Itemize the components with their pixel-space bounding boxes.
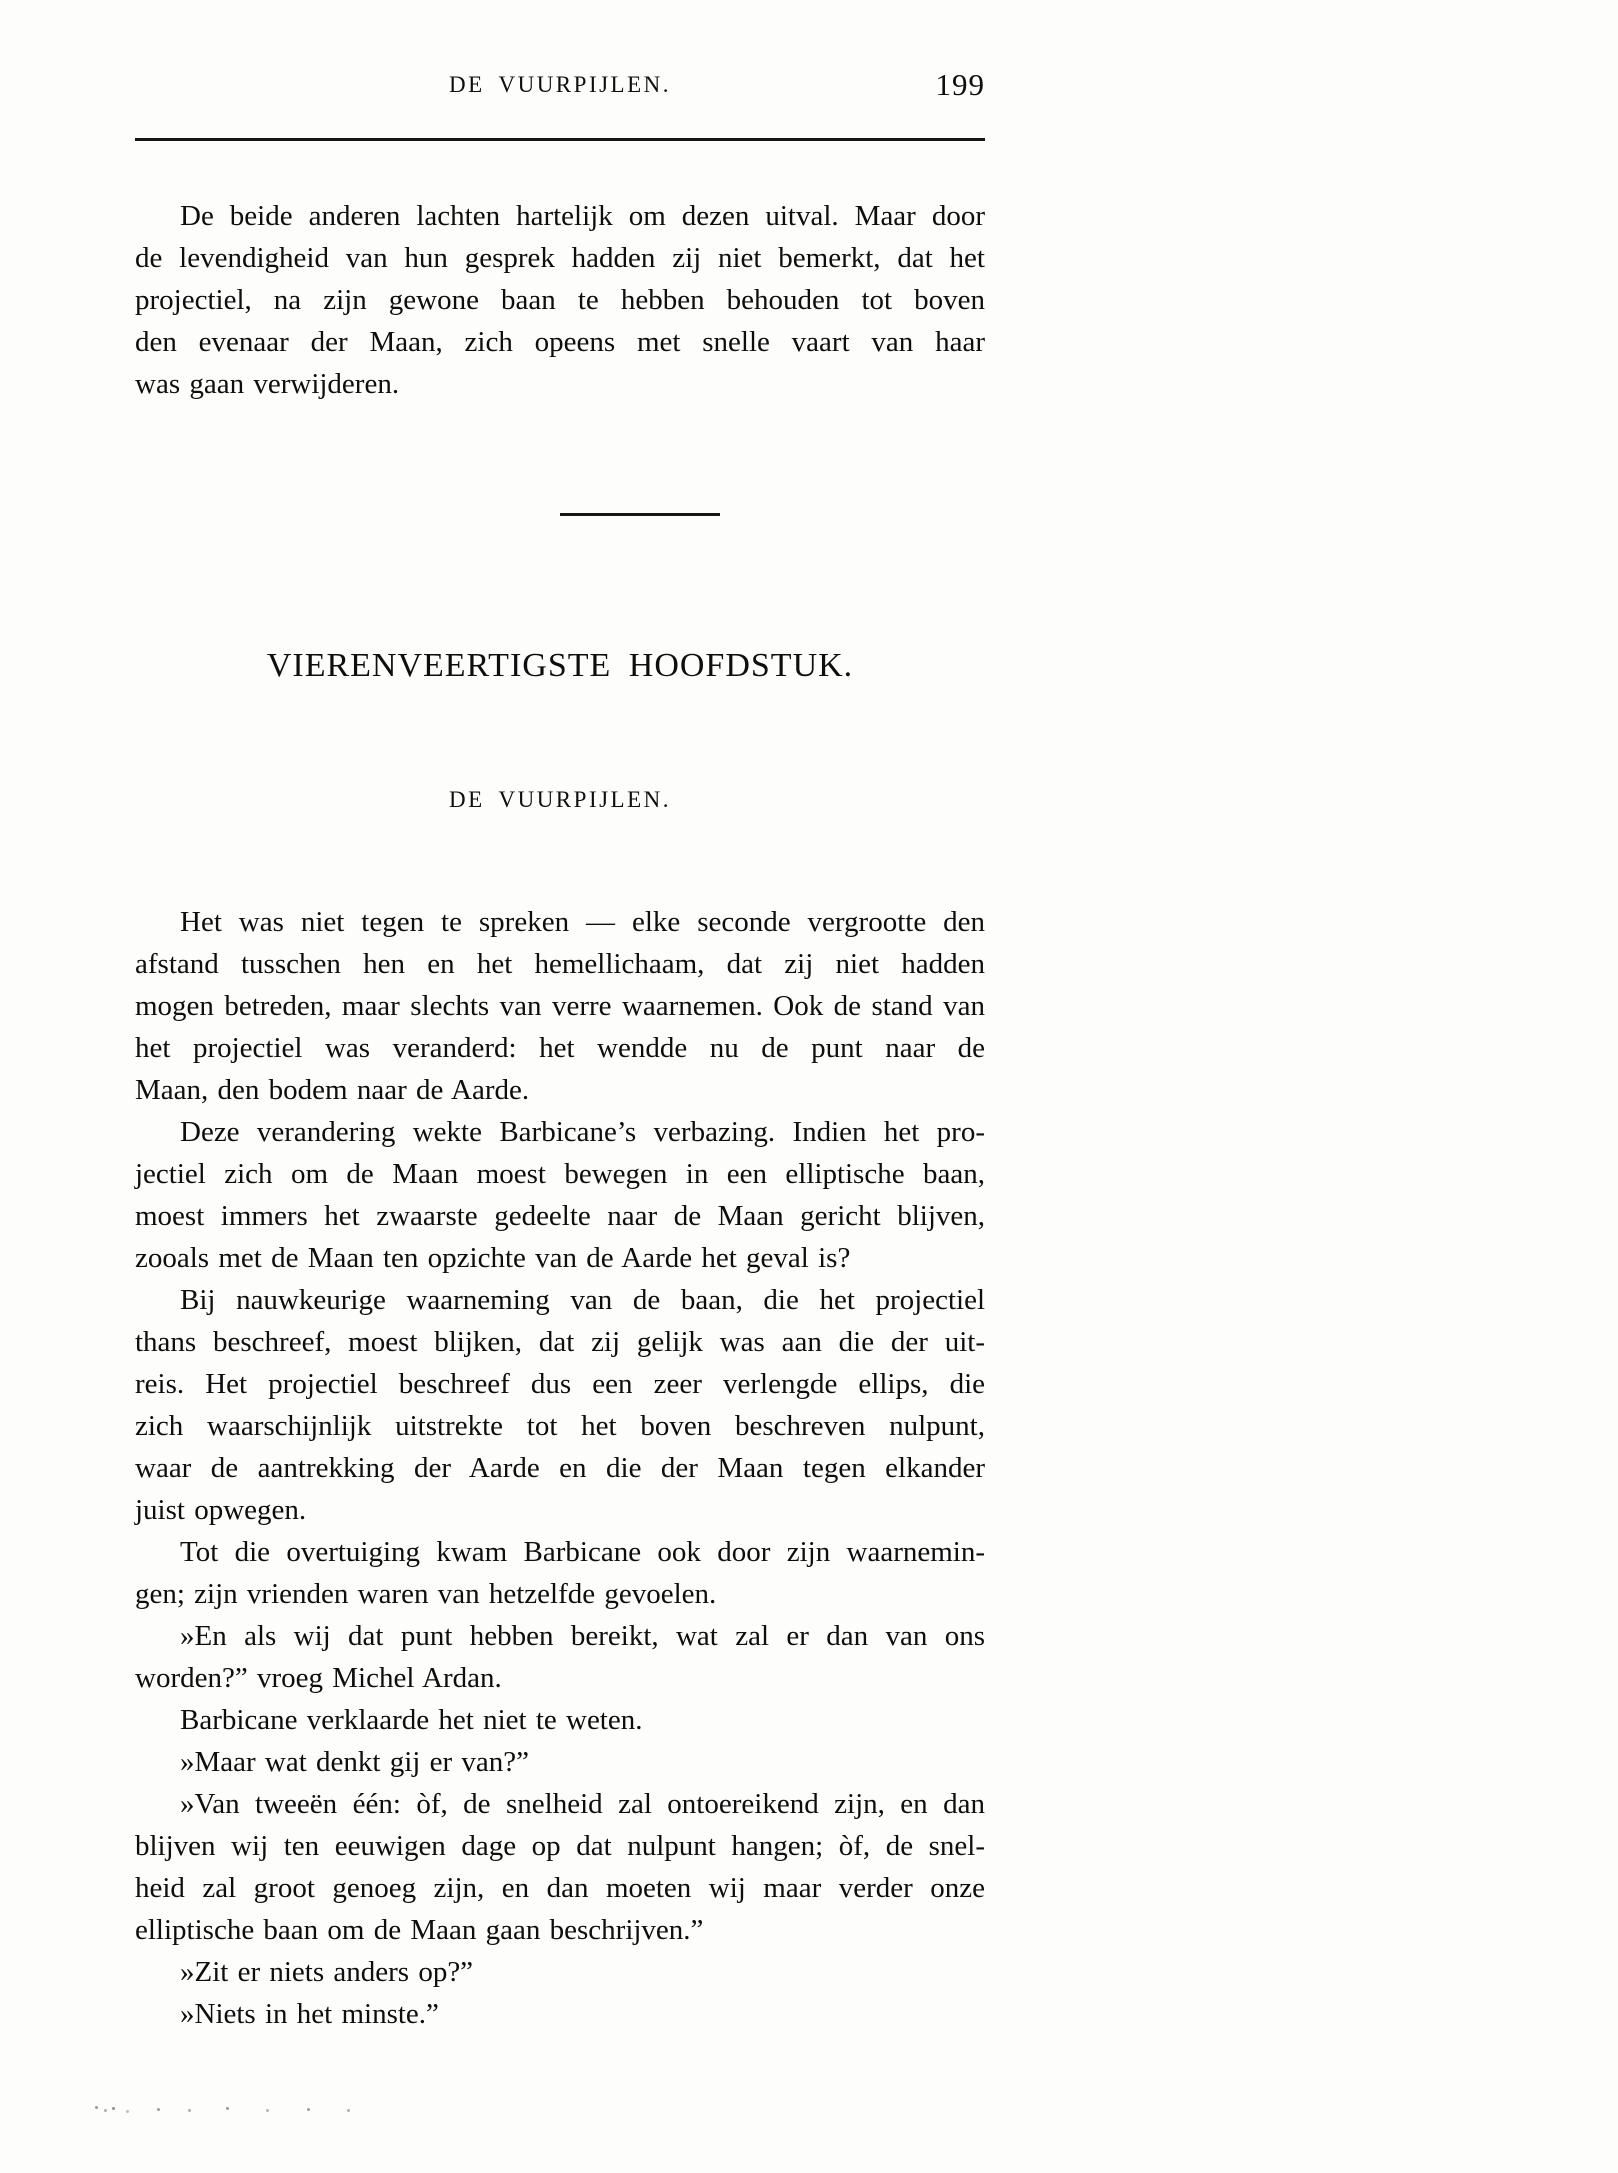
text-line: het projectiel was veranderd: het wendde nu de punt naar de (135, 1032, 985, 1064)
scan-noise (95, 2106, 98, 2109)
paragraph (135, 1951, 985, 1993)
text-line: elliptische baan om de Maan gaan beschrijven.” (135, 1914, 704, 1946)
text-line: »En als wij dat punt hebben bereikt, wat zal er dan van ons (180, 1620, 985, 1652)
text-line: zooals met de Maan ten opzichte van de Aarde het geval is? (135, 1242, 851, 1274)
chapter-heading: VIERENVEERTIGSTE HOOFDSTUK. (266, 647, 854, 684)
body-text (135, 901, 985, 2035)
text-line: »Zit er niets anders op?” (180, 1956, 474, 1988)
text-line: Maan, den bodem naar de Aarde. (135, 1074, 530, 1106)
text-line: Deze verandering wekte Barbicane’s verbazing. Indien het pro- (180, 1116, 985, 1148)
text-line: de levendigheid van hun gesprek hadden zij niet bemerkt, dat het (135, 242, 985, 274)
paragraph (135, 901, 985, 1111)
text-line: den evenaar der Maan, zich opeens met snelle vaart van haar (135, 326, 985, 358)
paragraph (135, 1783, 985, 1951)
text-line: heid zal groot genoeg zijn, en dan moeten wij maar verder onze (135, 1872, 985, 1904)
paragraph (135, 1993, 985, 2035)
text-line: worden?” vroeg Michel Ardan. (135, 1662, 502, 1694)
text-line: mogen betreden, maar slechts van verre waarnemen. Ook de stand van (135, 990, 985, 1022)
paragraph (135, 1699, 985, 1741)
text-line: projectiel, na zijn gewone baan te hebben behouden tot boven (135, 284, 985, 316)
text-line: »Van tweeën één: òf, de snelheid zal ontoereikend zijn, en dan (180, 1788, 985, 1820)
text-line: thans beschreef, moest blijken, dat zij gelijk was aan die der uit- (135, 1326, 985, 1358)
text-line: Tot die overtuiging kwam Barbicane ook door zijn waarnemin- (180, 1536, 985, 1568)
text-line: juist opwegen. (135, 1494, 307, 1526)
text-line: Barbicane verklaarde het niet te weten. (180, 1704, 643, 1736)
page-number: 199 (935, 67, 985, 102)
text-line: was gaan verwijderen. (135, 368, 400, 400)
text-line: zich waarschijnlijk uitstrekte tot het boven beschreven nulpunt, (135, 1410, 985, 1442)
text-line: »Maar wat denkt gij er van?” (180, 1746, 529, 1778)
section-divider (560, 513, 720, 516)
paragraph (135, 1279, 985, 1531)
text-line: gen; zijn vrienden waren van hetzelfde gevoelen. (135, 1578, 717, 1610)
paragraph (135, 1111, 985, 1279)
paragraph (135, 1615, 985, 1699)
text-line: blijven wij ten eeuwigen dage op dat nulpunt hangen; òf, de snel- (135, 1830, 985, 1862)
text-line: Het was niet tegen te spreken — elke seconde vergrootte den (180, 906, 985, 938)
text-block (135, 68, 985, 2035)
running-title: DE VUURPIJLEN. (448, 72, 672, 97)
text-line: afstand tusschen hen en het hemellichaam, dat zij niet hadden (135, 948, 985, 980)
text-line: waar de aantrekking der Aarde en die der Maan tegen elkander (135, 1452, 985, 1484)
text-line: reis. Het projectiel beschreef dus een zeer verlengde ellips, die (135, 1368, 985, 1400)
paragraph (135, 1531, 985, 1615)
text-line: jectiel zich om de Maan moest bewegen in een elliptische baan, (135, 1158, 985, 1190)
text-line: De beide anderen lachten hartelijk om dezen uitval. Maar door (180, 200, 985, 232)
text-line: Bij nauwkeurige waarneming van de baan, die het projectiel (180, 1284, 985, 1316)
text-line: »Niets in het minste.” (180, 1998, 439, 2030)
paragraph (135, 1741, 985, 1783)
text-line: moest immers het zwaarste gedeelte naar de Maan gericht blijven, (135, 1200, 985, 1232)
chapter-subtitle: DE VUURPIJLEN. (448, 787, 672, 812)
running-header (135, 68, 985, 102)
header-rule (135, 138, 985, 141)
intro-paragraph (135, 195, 985, 405)
